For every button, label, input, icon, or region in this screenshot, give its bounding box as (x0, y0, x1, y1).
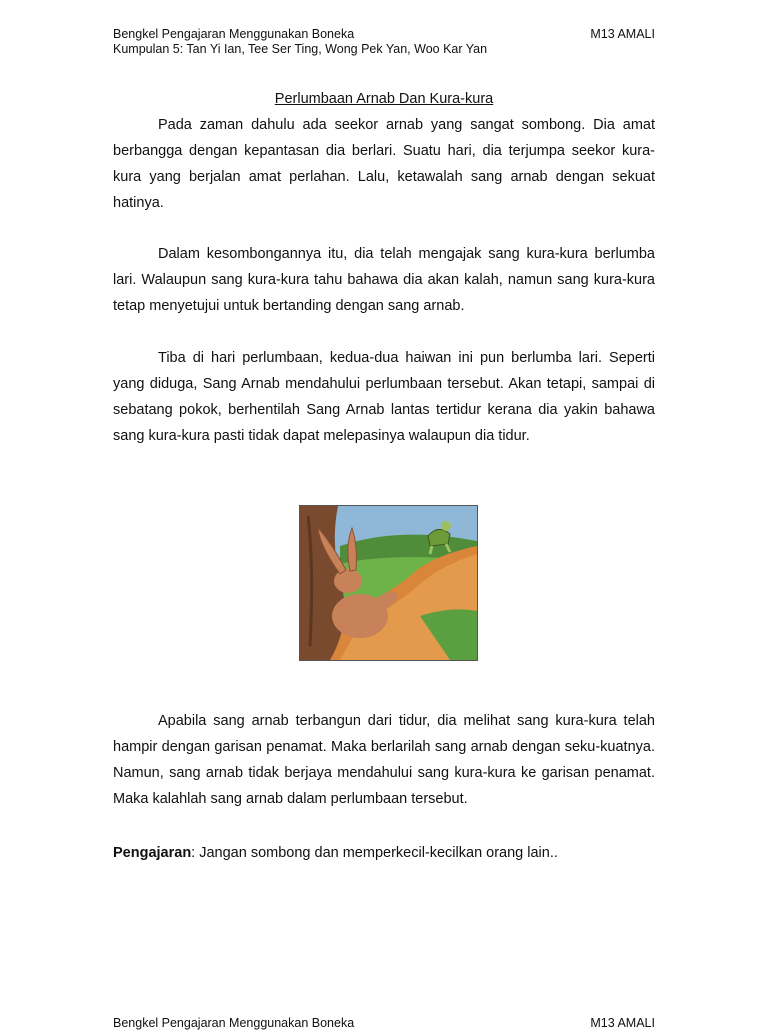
footer-course-title: Bengkel Pengajaran Menggunakan Boneka (113, 1016, 355, 1030)
page-header (113, 27, 655, 57)
story-paragraph-3: Tiba di hari perlumbaan, kedua-dua haiwan ini pun berlumba lari. Seperti yang diduga, Sang Arnab mendahului perlumbaan tersebut. Akan tetapi, sampai di sebatang pokok, berhentilah Sang Arnab lantas tertidur kerana dia yakin bahawa sang kura-kura pasti tidak dapat melepasinya walaupun dia tidur. (113, 350, 655, 444)
lesson-label: Pengajaran (113, 845, 192, 861)
rabbit-head (334, 569, 362, 593)
story-paragraph-1: Pada zaman dahulu ada seekor arnab yang sangat sombong. Dia amat berbangga dengan kepantasan dia berlari. Suatu hari, dia terjumpa seekor kura-kura yang berjalan amat perlahan. Lalu, ketawalah sang arnab dengan sekuat hatinya. (113, 117, 655, 211)
story-paragraph-4: Apabila sang arnab terbangun dari tidur, dia melihat sang kura-kura telah hampir dengan garisan penamat. Maka berlarilah sang arnab dengan seku-kuatnya. Namun, sang arnab tidak berjaya mendahului sang kura-kura ke garisan penamat. Maka kalahlah sang arnab dalam perlumbaan tersebut. (113, 713, 655, 807)
header-course-code: M13 AMALI (590, 27, 655, 41)
lesson-text: : Jangan sombong dan memperkecil-kecilkan orang lain.. (191, 845, 558, 861)
story-lesson (113, 840, 655, 866)
footer-course-code: M13 AMALI (590, 1016, 655, 1030)
story-paragraph-2: Dalam kesombongannya itu, dia telah mengajak sang kura-kura berlumba lari. Walaupun sang kura-kura tahu bahawa dia akan kalah, namun sang kura-kura tetap menyetujui untuk bertanding dengan sang arnab. (113, 246, 655, 314)
turtle-head (441, 521, 451, 531)
story-title: Perlumbaan Arnab Dan Kura-kura (274, 91, 494, 107)
rabbit-turtle-illustration (299, 505, 478, 661)
header-group-members: Kumpulan 5: Tan Yi Ian, Tee Ser Ting, Wong Pek Yan, Woo Kar Yan (113, 42, 488, 56)
header-course-title: Bengkel Pengajaran Menggunakan Boneka (113, 27, 355, 41)
